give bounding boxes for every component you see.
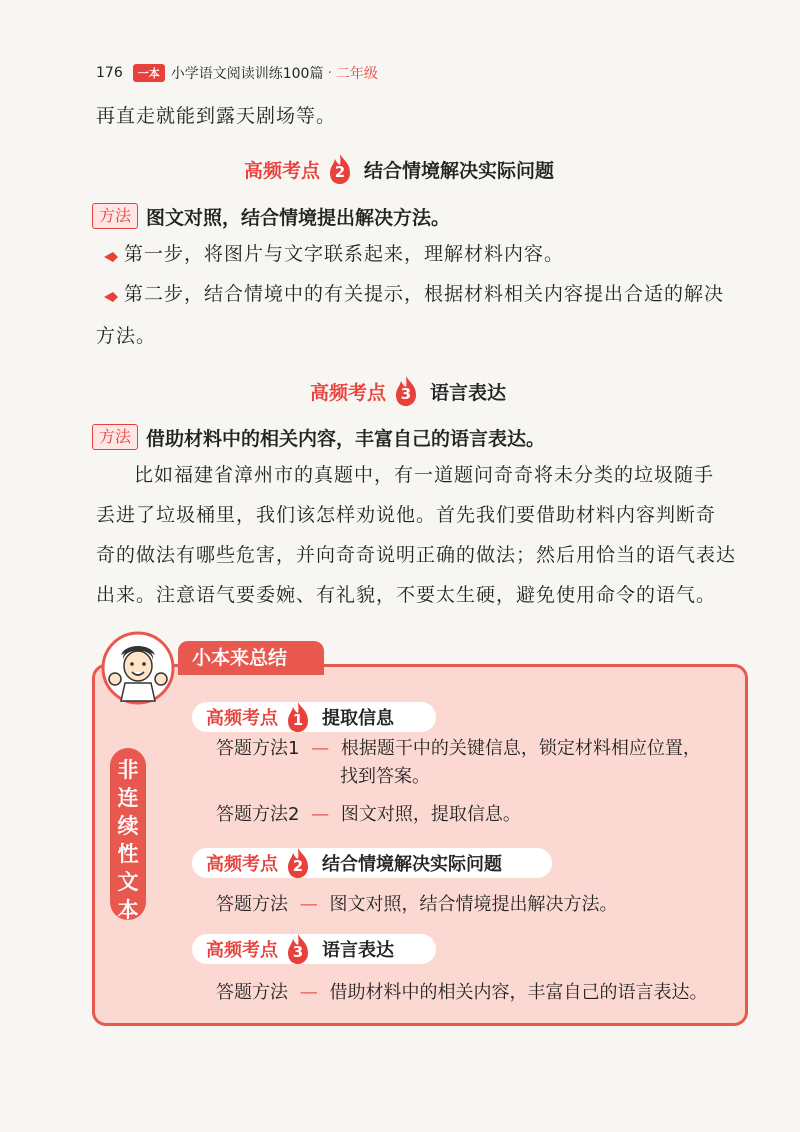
dash: — bbox=[311, 804, 330, 825]
method-row bbox=[216, 980, 707, 1006]
flame-icon bbox=[284, 933, 312, 965]
page-number: 176 bbox=[96, 65, 123, 81]
section-3-topic: 语言表达 bbox=[430, 381, 507, 404]
paragraph-line: 丢进了垃圾桶里，我们该怎样劝说他。首先我们要借助材料内容判断奇 bbox=[96, 504, 717, 526]
section-2-method bbox=[92, 201, 450, 231]
step-line: 第一步，将图片与文字联系起来，理解材料内容。 bbox=[124, 243, 565, 265]
point-label: 高频考点 bbox=[206, 940, 278, 961]
flame-icon bbox=[326, 153, 354, 185]
section-2-topic: 结合情境解决实际问题 bbox=[364, 159, 555, 182]
section-3-method bbox=[92, 422, 545, 452]
point-topic: 语言表达 bbox=[322, 940, 394, 961]
step-line: 方法。 bbox=[96, 325, 157, 347]
paragraph-line: 奇的做法有哪些危害，并向奇奇说明正确的做法；然后用恰当的语气表达 bbox=[96, 544, 737, 566]
bullet-icon bbox=[104, 292, 118, 302]
method-key: 答题方法2 bbox=[216, 804, 300, 825]
page-header bbox=[96, 62, 378, 84]
summary-point-2 bbox=[192, 848, 552, 878]
summary-title: 小本来总结 bbox=[178, 641, 324, 675]
flame-icon bbox=[284, 701, 312, 733]
brand-badge: 一本 bbox=[133, 64, 165, 82]
point-label: 高频考点 bbox=[206, 708, 278, 729]
method-tag: 方法 bbox=[92, 424, 138, 450]
flame-icon bbox=[392, 375, 420, 407]
section-2-number: 2 bbox=[334, 163, 346, 181]
section-3-label: 高频考点 bbox=[310, 381, 387, 404]
dash: — bbox=[311, 738, 330, 759]
grade-label: 二年级 bbox=[335, 66, 378, 82]
point-number: 2 bbox=[292, 857, 304, 875]
intro-line: 再直走就能到露天剧场等。 bbox=[96, 105, 337, 127]
header-separator: · bbox=[327, 65, 332, 81]
boy-avatar-icon bbox=[101, 631, 175, 705]
method-row bbox=[216, 802, 521, 828]
method-value: 图文对照，结合情境提出解决方法。 bbox=[329, 894, 618, 915]
flame-icon bbox=[284, 847, 312, 879]
method-key: 答题方法 bbox=[216, 982, 288, 1003]
method-row bbox=[340, 764, 430, 790]
paragraph-line: 比如福建省漳州市的真题中，有一道题问奇奇将未分类的垃圾随手 bbox=[134, 464, 715, 486]
method-row bbox=[216, 736, 701, 762]
dash: — bbox=[299, 982, 318, 1003]
section-2-heading bbox=[244, 152, 554, 186]
method-value: 图文对照，提取信息。 bbox=[340, 804, 521, 825]
method-key: 答题方法1 bbox=[216, 738, 300, 759]
category-label bbox=[110, 748, 146, 920]
method-value: 根据题干中的关键信息，锁定材料相应位置， bbox=[340, 738, 701, 759]
point-topic: 结合情境解决实际问题 bbox=[322, 854, 502, 875]
method-value: 找到答案。 bbox=[340, 766, 430, 787]
method-value: 借助材料中的相关内容，丰富自己的语言表达。 bbox=[329, 982, 708, 1003]
category-text: 非连续性文本 bbox=[117, 758, 139, 922]
point-number: 1 bbox=[292, 711, 304, 729]
book-title: 小学语文阅读训练100篇 bbox=[170, 66, 324, 82]
summary-point-3 bbox=[192, 934, 436, 964]
method-row bbox=[216, 892, 617, 918]
step-line: 第二步，结合情境中的有关提示，根据材料相关内容提出合适的解决 bbox=[124, 283, 725, 305]
point-topic: 提取信息 bbox=[322, 708, 394, 729]
method-text: 图文对照，结合情境提出解决方法。 bbox=[146, 206, 451, 229]
section-3-heading bbox=[310, 374, 506, 408]
bullet-icon bbox=[104, 252, 118, 262]
section-3-number: 3 bbox=[400, 385, 412, 403]
point-number: 3 bbox=[292, 943, 304, 961]
method-key: 答题方法 bbox=[216, 894, 288, 915]
section-2-label: 高频考点 bbox=[244, 159, 321, 182]
point-label: 高频考点 bbox=[206, 854, 278, 875]
method-text: 借助材料中的相关内容，丰富自己的语言表达。 bbox=[146, 427, 546, 450]
summary-point-1 bbox=[192, 702, 436, 732]
dash: — bbox=[299, 894, 318, 915]
method-tag: 方法 bbox=[92, 203, 138, 229]
paragraph-line: 出来。注意语气要委婉、有礼貌，不要太生硬，避免使用命令的语气。 bbox=[96, 584, 717, 606]
